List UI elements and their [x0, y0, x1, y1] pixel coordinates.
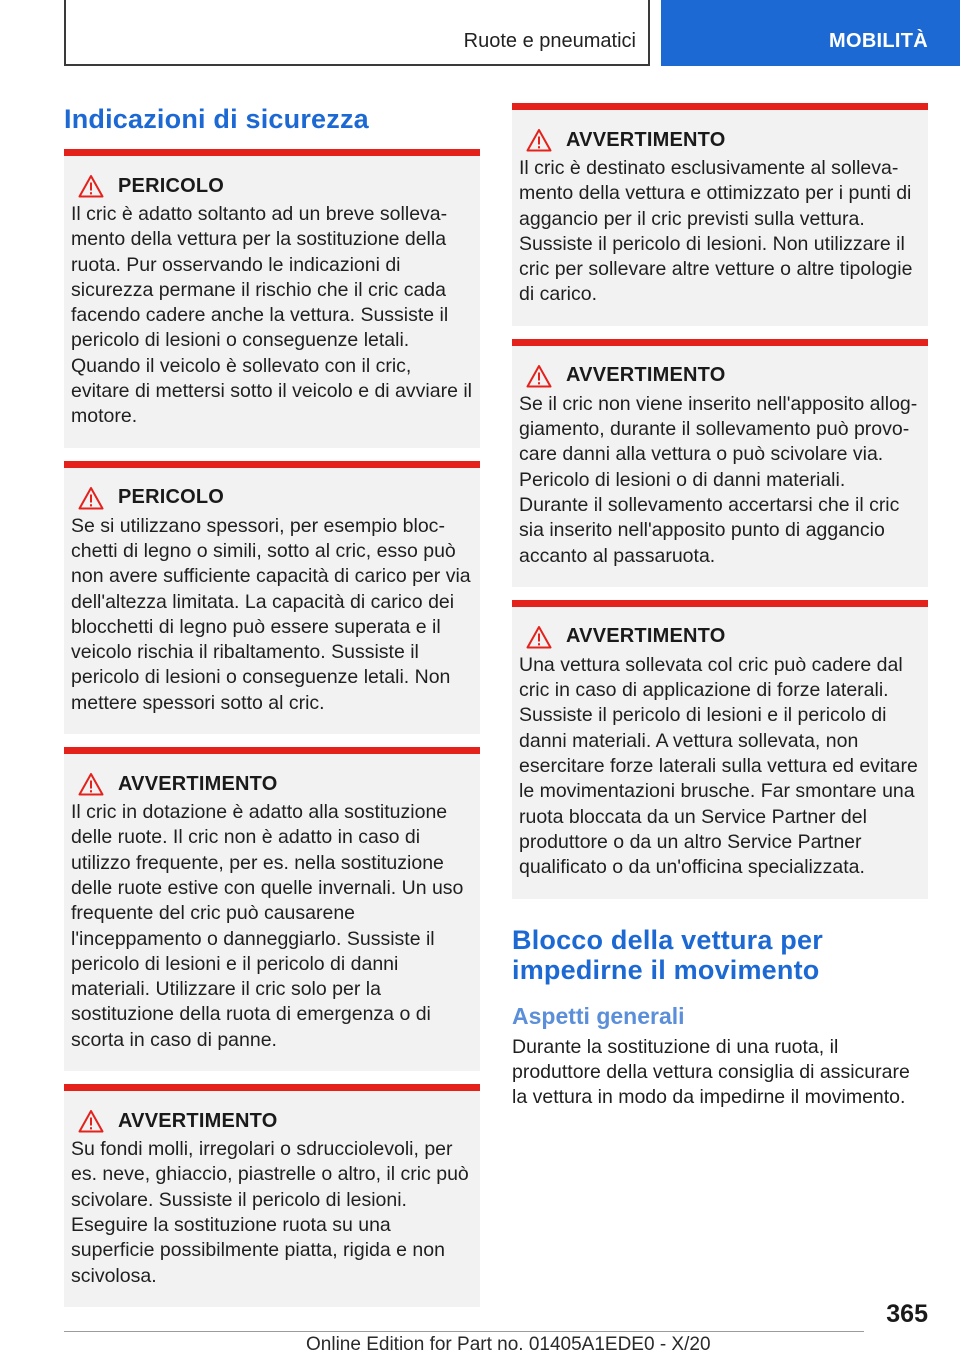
warning-box-label: AVVERTIMENTO	[566, 625, 726, 648]
warning-box-text: Il cric è destinato esclusivamente al sollevamento della vettura e ottimizzato per i punti di aggancio per il cric previsti sulla vettura. Sussiste il pericolo di lesioni. Non utilizzare il cric per sollevare altre vetture o altre tipologie di carico.	[519, 157, 913, 306]
warning-box-text: Su fondi molli, irregolari o sdrucciolevoli, per es. neve, ghiaccio, piastrelle o altro, il cric può scivolare. Sussiste il pericolo di lesioni. Eseguire la sostituzione ruota su una superficie possibilmente piatta, rigida e non scivolosa.	[71, 1138, 469, 1287]
warning-triangle-icon	[526, 128, 552, 152]
warning-box-label: PERICOLO	[118, 486, 225, 509]
warning-box-label: PERICOLO	[118, 174, 225, 197]
warning-box-text: Se il cric non viene inserito nell'apposito alloggiamento, durante il sollevamento può provocare danni alla vettura o può scivolare via. Pericolo di lesioni o di danni materiali. Durante il sollevamento accertarsi che il cric sia inserito nell'apposito punto di aggancio accanto al passaruota.	[519, 392, 918, 567]
warning-triangle-icon	[78, 772, 104, 796]
warning-box-header	[71, 1107, 472, 1135]
warning-box-text: Se si utilizzano spessori, per esempio blocchetti di legno o simili, sotto al cric, esso può non avere sufficiente capacità di carico per via dell'altezza limitata. La capacità di carico dei blocchetti di legno può essere superata e il veicolo rischia il ribaltamento. Sussiste il pericolo di lesioni o conseguenze letali. Non mettere spessori sotto al cric.	[71, 514, 471, 714]
warning-box-header	[519, 623, 920, 651]
warning-triangle-icon	[526, 625, 552, 649]
warning-box	[64, 1084, 480, 1307]
warning-box	[64, 747, 480, 1071]
section-title-blocking: Blocco della vettura per impedirne il movimento	[512, 924, 823, 985]
header-section-title: Ruote e pneumatici	[463, 30, 636, 52]
warning-triangle-icon	[78, 174, 104, 198]
warning-triangle-icon	[78, 1109, 104, 1133]
warning-box-label: AVVERTIMENTO	[566, 364, 726, 387]
warning-box-text: Il cric in dotazione è adatto alla sostituzione delle ruote. Il cric non è adatto in caso di utilizzo frequente, per es. nella sostituzione delle ruote estive con quelle invernali. Un uso frequente del cric può causarene l'inceppamento o danneggiarlo. Sussiste il pericolo di lesioni e il pericolo di danni materiali. Utilizzare il cric solo per la sostituzione della ruota di emergenza o di scorta in caso di panne.	[71, 801, 464, 1051]
warning-box-label: AVVERTIMENTO	[118, 1109, 278, 1132]
warning-box-header	[519, 362, 920, 390]
page-number: 365	[886, 1300, 928, 1328]
warning-box	[512, 600, 928, 899]
warning-box-text: Una vettura sollevata col cric può cadere dal cric in caso di applicazione di forze laterali. Sussiste il pericolo di lesioni e il pericolo di danni materiali. A vettura sollevata, non esercitare forze laterali sulla vettura ed evitare le movimentazioni brusche. Far smontare una ruota bloccata da un Service Partner del produttore o da un altro Service Partner qualificato o da un'officina specializzata.	[519, 653, 918, 879]
warning-box-header	[519, 126, 920, 154]
warning-box	[512, 103, 928, 326]
header-chapter-tab	[661, 0, 960, 66]
right-warning-list	[512, 103, 928, 899]
warning-triangle-icon	[526, 364, 552, 388]
warning-triangle-icon	[78, 486, 104, 510]
warning-box-text: Il cric è adatto soltanto ad un breve sollevamento della vettura per la sostituzione della ruota. Pur osservando le indicazioni di sicurezza permane il rischio che il cric cada facendo cadere anche la vettura. Sussiste il pericolo di lesioni o conseguenze letali. Quando il veicolo è sollevato con il cric, evitare di mettersi sotto il veicolo e di avviare il motore.	[71, 203, 472, 428]
warning-box-label: AVVERTIMENTO	[566, 128, 726, 151]
right-column	[512, 103, 928, 1110]
left-column	[64, 102, 480, 1320]
section-title-safety: Indicazioni di sicurezza	[64, 104, 369, 134]
warning-box	[64, 149, 480, 448]
left-warning-list	[64, 149, 480, 1307]
subsection-title-general: Aspetti generali	[512, 1002, 685, 1029]
header-section-tab	[64, 0, 650, 66]
warning-box	[64, 461, 480, 734]
warning-box-header	[71, 172, 472, 200]
warning-box-header	[71, 770, 472, 798]
body-paragraph: Durante la sostituzione di una ruota, il produttore della vettura consiglia di assicurare la vettura in modo da impedirne il movimento.	[512, 1035, 910, 1109]
warning-box	[512, 339, 928, 587]
footer-edition: Online Edition for Part no. 01405A1EDE0 - X/20	[306, 1334, 711, 1355]
warning-box-header	[71, 484, 472, 512]
header-chapter-title: MOBILITÀ	[829, 30, 929, 52]
footer-divider	[64, 1331, 864, 1332]
warning-box-label: AVVERTIMENTO	[118, 772, 278, 795]
